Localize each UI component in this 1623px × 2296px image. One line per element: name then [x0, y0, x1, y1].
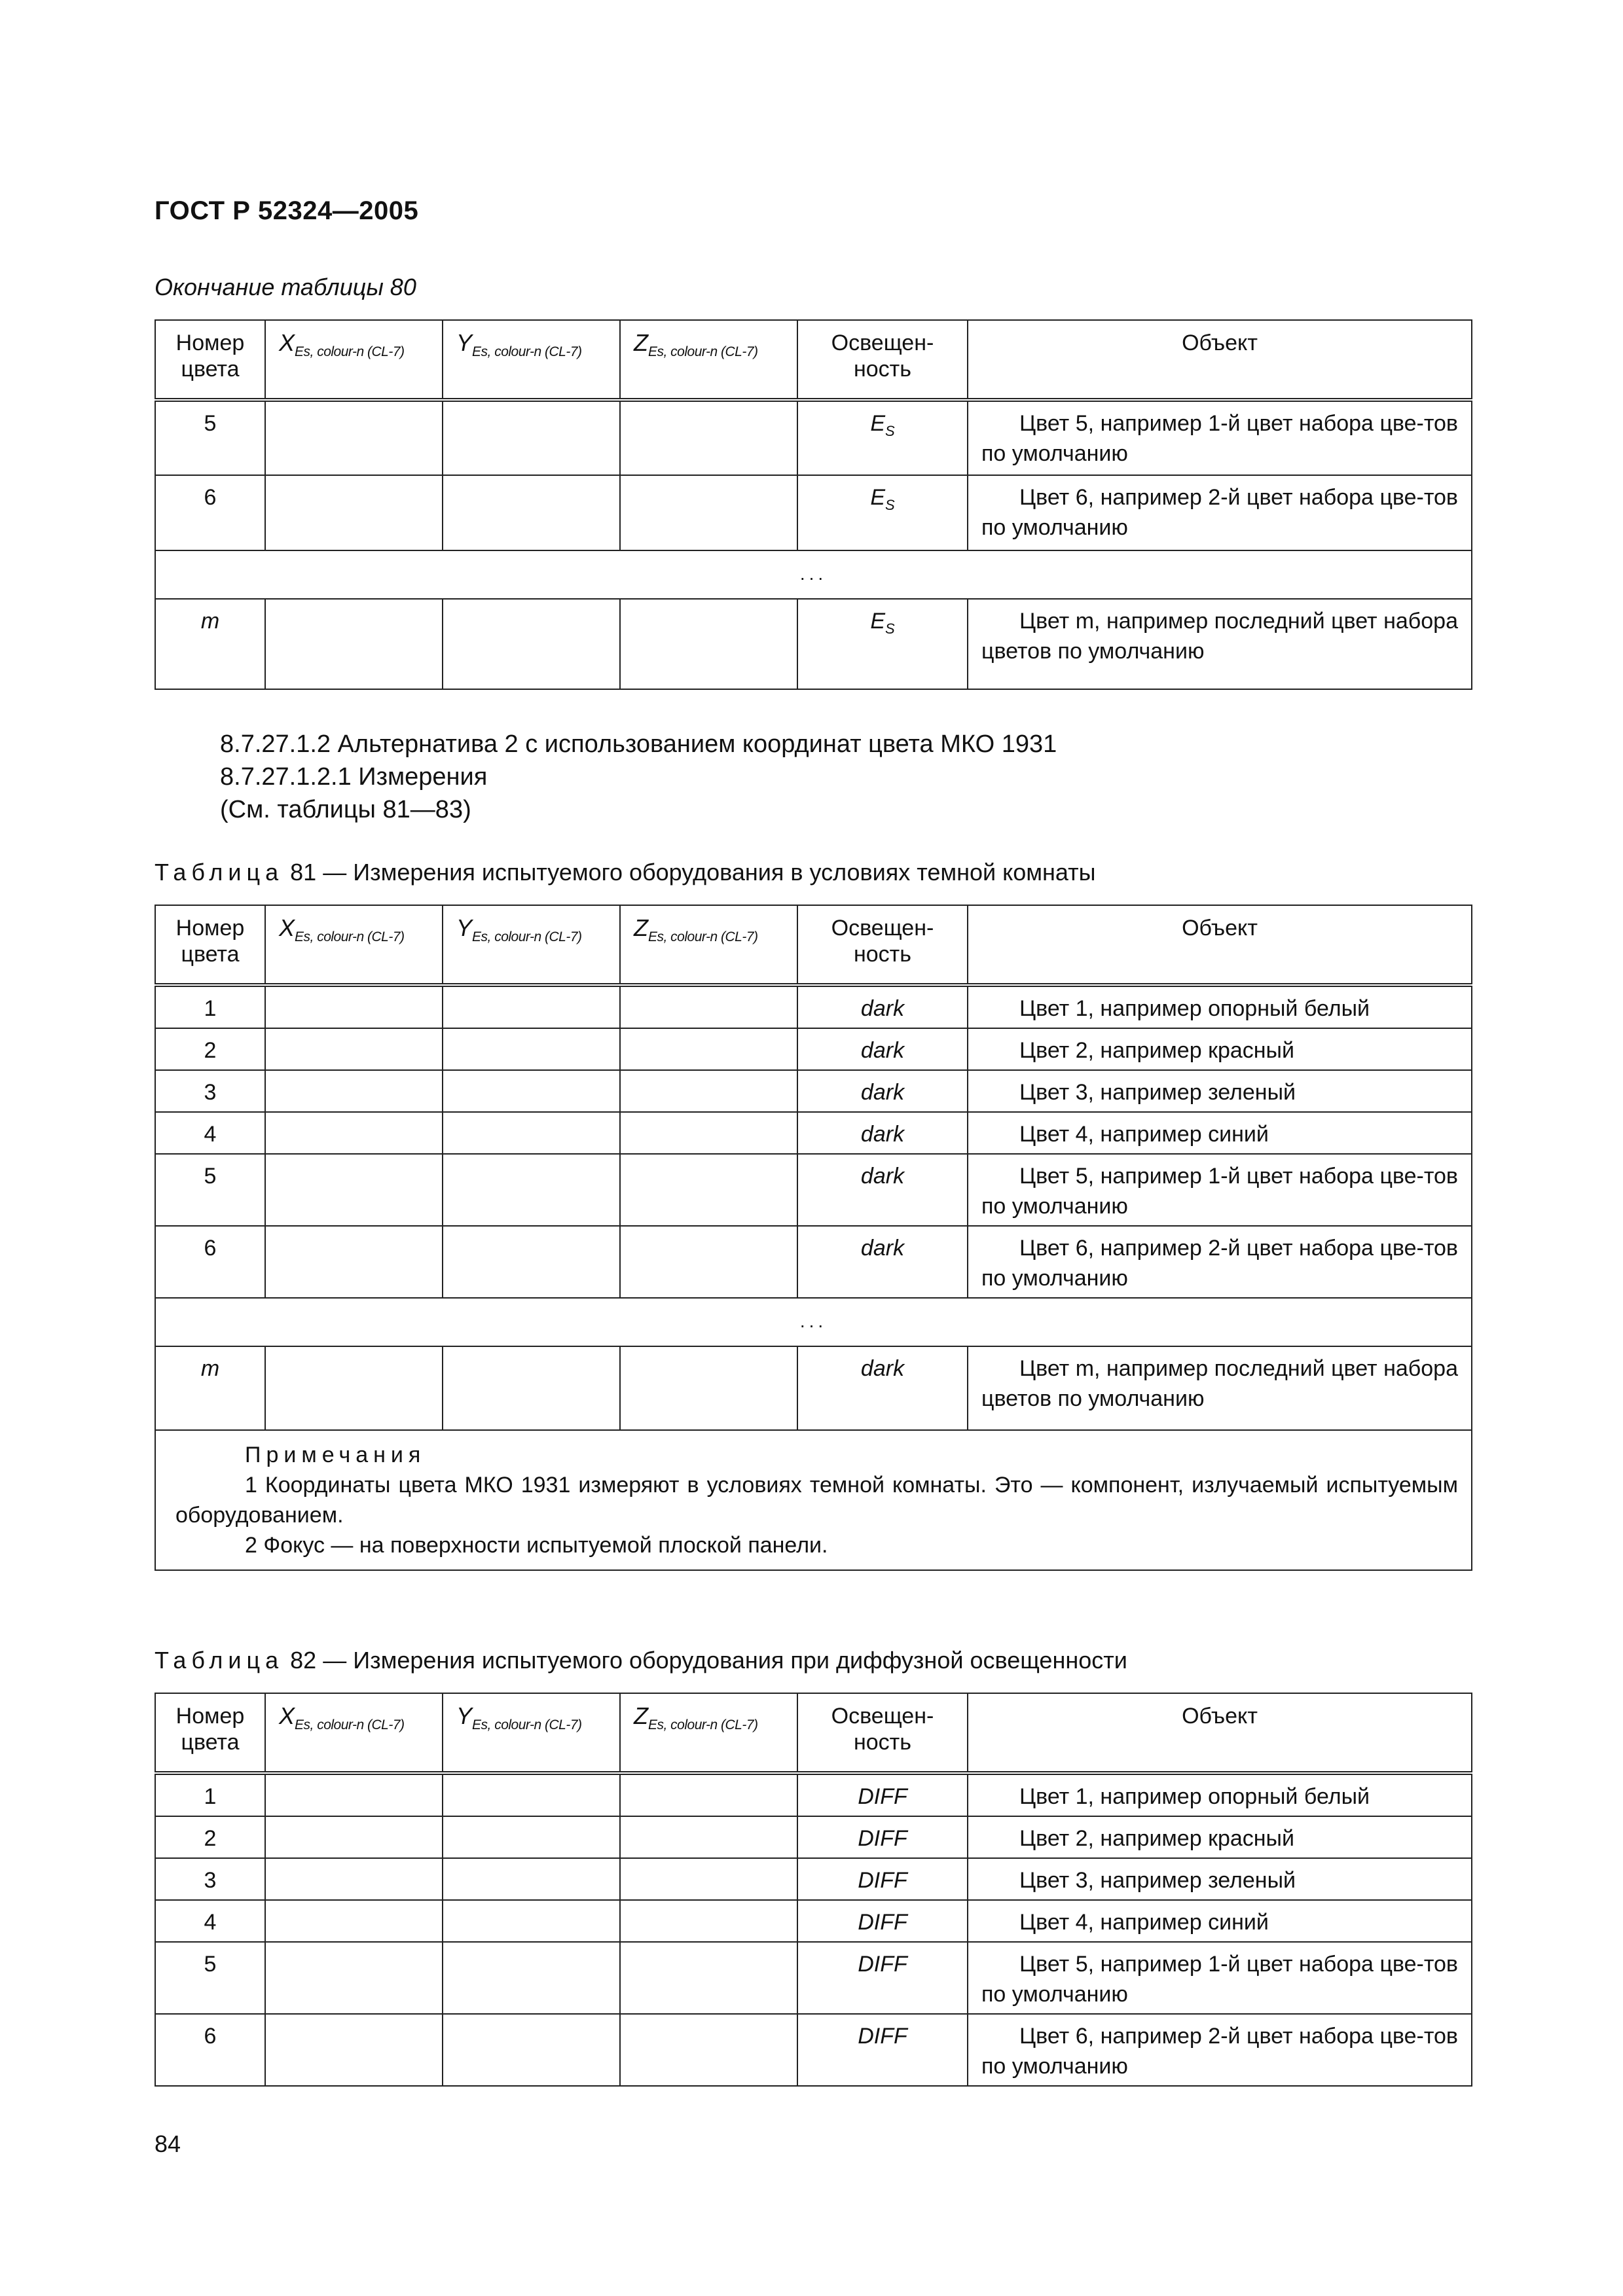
col-header-object: [968, 905, 1472, 985]
cell-illum: dark: [797, 1154, 968, 1226]
col-header-illum: [797, 905, 968, 985]
cell-illum: DIFF: [797, 1773, 968, 1816]
col-header-x: [265, 1693, 443, 1773]
col-header-illum: [797, 320, 968, 400]
table-row: [155, 475, 1472, 550]
cell-illum: dark: [797, 1028, 968, 1070]
table-82: [155, 1693, 1472, 2087]
cell-z: [620, 1816, 797, 1858]
cell-x: [265, 1028, 443, 1070]
col-header-object: [968, 1693, 1472, 1773]
cell-object: Цвет 2, например красный: [968, 1816, 1472, 1858]
x-subscript: Es, colour-n (CL-7): [295, 1717, 405, 1732]
cell-y: [443, 985, 620, 1028]
cell-y: [443, 1028, 620, 1070]
col-header-x: [265, 320, 443, 400]
col-header-num: [155, 320, 265, 400]
note-1: 1 Координаты цвета МКО 1931 измеряют в условиях темной комнаты. Это — компонент, излучаемый испытуемым оборудованием.: [175, 1473, 1458, 1528]
cell-num: m: [155, 599, 265, 689]
header-illum-label: Освещен-ность: [831, 1704, 934, 1755]
y-symbol: Y: [456, 1702, 473, 1729]
table-row: [155, 599, 1472, 689]
note-2: 2 Фокус — на поверхности испытуемой плоской панели.: [245, 1533, 828, 1558]
cell-num: 2: [155, 1028, 265, 1070]
z-symbol: Z: [634, 329, 648, 356]
col-header-z: [620, 1693, 797, 1773]
cell-num: 3: [155, 1858, 265, 1900]
cell-x: [265, 1858, 443, 1900]
cell-illum: DIFF: [797, 1900, 968, 1942]
table-word: Таблица: [155, 859, 284, 886]
x-symbol: X: [279, 914, 295, 941]
cell-y: [443, 1773, 620, 1816]
cell-object: Цвет 6, например 2-й цвет набора цве-тов по умолчанию: [968, 475, 1472, 550]
cell-illum: dark: [797, 1346, 968, 1430]
cell-z: [620, 1070, 797, 1112]
table81-notes: [155, 1430, 1472, 1570]
cell-z: [620, 1942, 797, 2014]
cell-z: [620, 1900, 797, 1942]
ellipsis-row: [155, 1298, 1472, 1346]
table-row: [155, 400, 1472, 475]
header-object-label: Объект: [1182, 1704, 1258, 1729]
table-row: [155, 1154, 1472, 1226]
cell-y: [443, 2014, 620, 2086]
cell-y: [443, 1942, 620, 2014]
col-header-num: [155, 905, 265, 985]
cell-y: [443, 1346, 620, 1430]
col-header-illum: [797, 1693, 968, 1773]
table81-caption-text: 81 — Измерения испытуемого оборудования в условиях темной комнаты: [283, 859, 1096, 886]
cell-illum: dark: [797, 1070, 968, 1112]
cell-x: [265, 1346, 443, 1430]
cell-num: 5: [155, 1154, 265, 1226]
table-row: [155, 1028, 1472, 1070]
cell-object: Цвет 3, например зеленый: [968, 1858, 1472, 1900]
table80-header-row: [155, 320, 1472, 400]
cell-x: [265, 599, 443, 689]
cell-num: 1: [155, 1773, 265, 1816]
col-header-y: [443, 1693, 620, 1773]
z-subscript: Es, colour-n (CL-7): [648, 1717, 758, 1732]
cell-x: [265, 1154, 443, 1226]
table-word: Таблица: [155, 1647, 284, 1674]
col-header-num: [155, 1693, 265, 1773]
cell-num: 5: [155, 1942, 265, 2014]
col-header-x: [265, 905, 443, 985]
cell-z: [620, 1154, 797, 1226]
cell-object: Цвет 5, например 1-й цвет набора цве-тов по умолчанию: [968, 1154, 1472, 1226]
table-row: [155, 1816, 1472, 1858]
section-line-2: 8.7.27.1.2.1 Измерения: [220, 763, 488, 791]
cell-object: Цвет 1, например опорный белый: [968, 1773, 1472, 1816]
cell-num: m: [155, 1346, 265, 1430]
cell-z: [620, 1773, 797, 1816]
cell-object: Цвет 6, например 2-й цвет набора цве-тов по умолчанию: [968, 2014, 1472, 2086]
table-row: [155, 1226, 1472, 1298]
cell-num: 2: [155, 1816, 265, 1858]
table82-caption-text: 82 — Измерения испытуемого оборудования при диффузной освещенности: [283, 1647, 1127, 1674]
cell-y: [443, 400, 620, 475]
header-num-label: Номер цвета: [175, 1704, 245, 1755]
cell-num: 5: [155, 400, 265, 475]
section-line-3: (См. таблицы 81—83): [220, 796, 471, 823]
illum-subscript: S: [885, 423, 895, 439]
x-symbol: X: [279, 329, 295, 356]
document-id: ГОСТ Р 52324—2005: [155, 196, 419, 225]
header-object-label: Объект: [1182, 331, 1258, 355]
cell-x: [265, 985, 443, 1028]
table-row: [155, 1942, 1472, 2014]
ellipsis: ...: [155, 550, 1472, 599]
z-subscript: Es, colour-n (CL-7): [648, 344, 758, 359]
ellipsis-row: [155, 550, 1472, 599]
cell-z: [620, 1858, 797, 1900]
table82-header-row: [155, 1693, 1472, 1773]
cell-object: Цвет 4, например синий: [968, 1900, 1472, 1942]
cell-z: [620, 985, 797, 1028]
x-subscript: Es, colour-n (CL-7): [295, 929, 405, 944]
header-num-label: Номер цвета: [175, 916, 245, 967]
table-row: [155, 1070, 1472, 1112]
y-subscript: Es, colour-n (CL-7): [472, 929, 582, 944]
header-num-label: Номер цвета: [175, 331, 245, 382]
cell-x: [265, 1226, 443, 1298]
col-header-z: [620, 905, 797, 985]
cell-illum: dark: [797, 985, 968, 1028]
cell-num: 6: [155, 1226, 265, 1298]
header-object-label: Объект: [1182, 916, 1258, 941]
table-81: [155, 905, 1472, 1571]
table-row: [155, 2014, 1472, 2086]
cell-object: Цвет 3, например зеленый: [968, 1070, 1472, 1112]
notes-title: Примечания: [245, 1443, 426, 1467]
table82-caption: [155, 1647, 1127, 1674]
y-subscript: Es, colour-n (CL-7): [472, 344, 582, 359]
cell-object: Цвет m, например последний цвет набора цветов по умолчанию: [968, 1346, 1472, 1430]
header-illum-label: Освещен-ность: [831, 331, 934, 382]
cell-num: 4: [155, 1112, 265, 1154]
cell-z: [620, 599, 797, 689]
cell-illum: [797, 599, 968, 689]
cell-object: Цвет 2, например красный: [968, 1028, 1472, 1070]
section-headings: [220, 728, 1057, 826]
cell-y: [443, 1858, 620, 1900]
cell-y: [443, 1070, 620, 1112]
cell-illum: [797, 400, 968, 475]
cell-y: [443, 1154, 620, 1226]
cell-x: [265, 1070, 443, 1112]
cell-x: [265, 1942, 443, 2014]
cell-y: [443, 1226, 620, 1298]
table-row: [155, 1773, 1472, 1816]
col-header-y: [443, 905, 620, 985]
y-symbol: Y: [456, 329, 473, 356]
illum-symbol: E: [870, 485, 885, 510]
cell-x: [265, 1773, 443, 1816]
cell-num: 6: [155, 2014, 265, 2086]
table-row: [155, 1858, 1472, 1900]
cell-illum: DIFF: [797, 1858, 968, 1900]
cell-z: [620, 1226, 797, 1298]
cell-illum: [797, 475, 968, 550]
cell-z: [620, 1028, 797, 1070]
notes-row: [155, 1430, 1472, 1570]
cell-y: [443, 475, 620, 550]
col-header-object: [968, 320, 1472, 400]
cell-x: [265, 2014, 443, 2086]
cell-illum: dark: [797, 1226, 968, 1298]
cell-z: [620, 475, 797, 550]
ellipsis: ...: [155, 1298, 1472, 1346]
illum-subscript: S: [885, 620, 895, 637]
cell-x: [265, 1900, 443, 1942]
table-row: [155, 1112, 1472, 1154]
table-row: [155, 1900, 1472, 1942]
x-subscript: Es, colour-n (CL-7): [295, 344, 405, 359]
cell-num: 1: [155, 985, 265, 1028]
col-header-y: [443, 320, 620, 400]
cell-x: [265, 1816, 443, 1858]
section-line-1: 8.7.27.1.2 Альтернатива 2 с использованием координат цвета МКО 1931: [220, 730, 1057, 758]
cell-object: Цвет 4, например синий: [968, 1112, 1472, 1154]
cell-y: [443, 1112, 620, 1154]
cell-x: [265, 475, 443, 550]
z-symbol: Z: [634, 1702, 648, 1729]
table80-caption: Окончание таблицы 80: [155, 274, 416, 300]
cell-z: [620, 2014, 797, 2086]
z-subscript: Es, colour-n (CL-7): [648, 929, 758, 944]
cell-z: [620, 1112, 797, 1154]
cell-illum: dark: [797, 1112, 968, 1154]
cell-object: Цвет 5, например 1-й цвет набора цве-тов по умолчанию: [968, 400, 1472, 475]
illum-symbol: E: [870, 609, 885, 634]
cell-num: 6: [155, 475, 265, 550]
cell-y: [443, 599, 620, 689]
cell-illum: DIFF: [797, 1942, 968, 2014]
cell-object: Цвет 6, например 2-й цвет набора цве-тов по умолчанию: [968, 1226, 1472, 1298]
cell-y: [443, 1816, 620, 1858]
header-illum-label: Освещен-ность: [831, 916, 934, 967]
table-row: [155, 1346, 1472, 1430]
x-symbol: X: [279, 1702, 295, 1729]
cell-illum: DIFF: [797, 2014, 968, 2086]
table81-caption: [155, 859, 1096, 886]
cell-x: [265, 1112, 443, 1154]
cell-object: Цвет 5, например 1-й цвет набора цве-тов по умолчанию: [968, 1942, 1472, 2014]
cell-object: Цвет m, например последний цвет набора цветов по умолчанию: [968, 599, 1472, 689]
cell-z: [620, 400, 797, 475]
table-row: [155, 985, 1472, 1028]
cell-num: 3: [155, 1070, 265, 1112]
table-80: [155, 319, 1472, 690]
cell-y: [443, 1900, 620, 1942]
cell-x: [265, 400, 443, 475]
col-header-z: [620, 320, 797, 400]
z-symbol: Z: [634, 914, 648, 941]
page-number: 84: [155, 2130, 181, 2157]
illum-subscript: S: [885, 497, 895, 513]
cell-z: [620, 1346, 797, 1430]
table81-header-row: [155, 905, 1472, 985]
cell-illum: DIFF: [797, 1816, 968, 1858]
y-symbol: Y: [456, 914, 473, 941]
y-subscript: Es, colour-n (CL-7): [472, 1717, 582, 1732]
cell-object: Цвет 1, например опорный белый: [968, 985, 1472, 1028]
cell-num: 4: [155, 1900, 265, 1942]
illum-symbol: E: [870, 411, 885, 436]
